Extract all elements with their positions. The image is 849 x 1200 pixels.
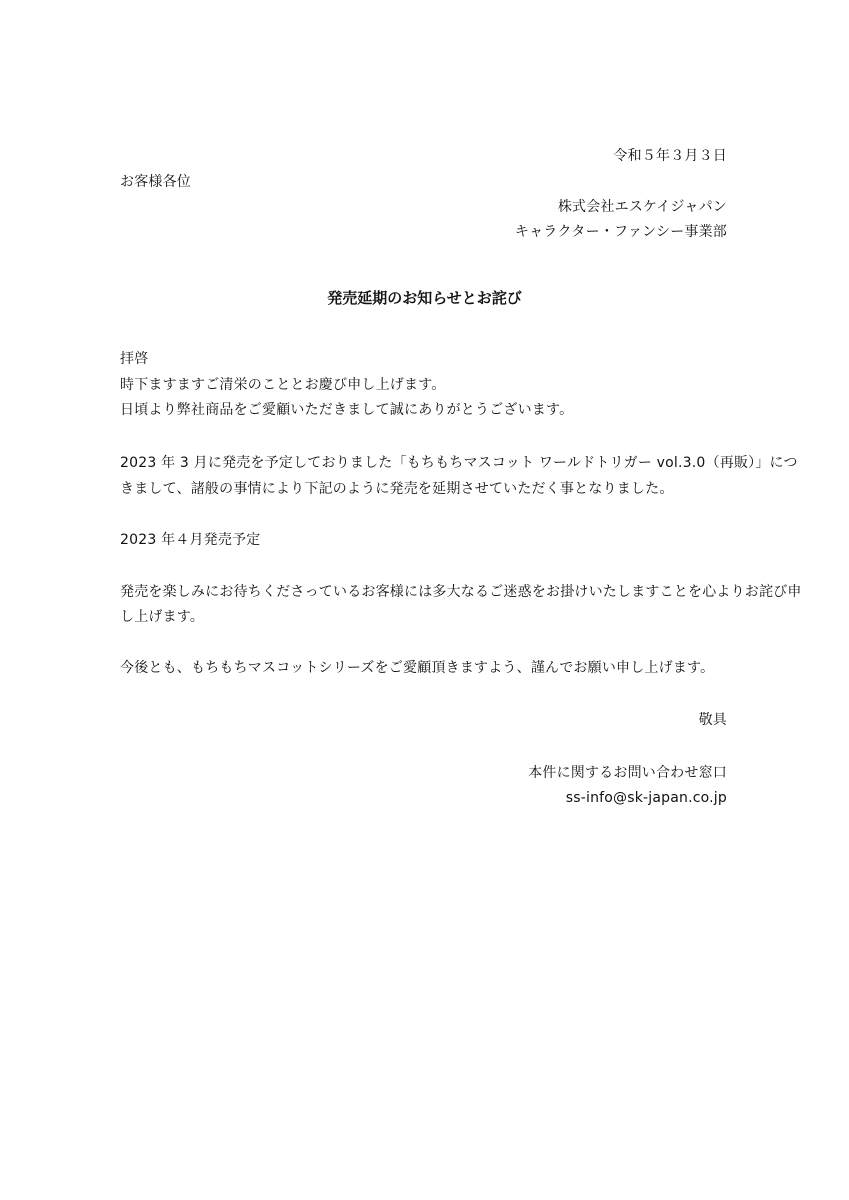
contact-label: 本件に関するお問い合わせ窓口	[528, 765, 727, 781]
closing-word: 敬具	[698, 712, 727, 728]
recipient: お客様各位	[120, 174, 191, 190]
new-release-date: 2023 年４月発売予定	[120, 532, 261, 548]
contact-email[interactable]: ss-info@sk-japan.co.jp	[565, 790, 727, 806]
apology-paragraph-line-2: し上げます。	[120, 609, 205, 625]
greeting: 拝啓	[120, 351, 149, 367]
postponement-paragraph-line-1: 2023 年 3 月に発売を予定しておりました「もちもちマスコット ワールドトリガー vol.3.0（再販）」につ	[120, 455, 798, 471]
postponement-paragraph-line-2: きまして、諸般の事情により下記のように発売を延期させていただく事となりました。	[120, 481, 674, 497]
apology-paragraph-line-1: 発売を楽しみにお待ちくださっているお客様には多大なるご迷惑をお掛けいたしますことを心よりお詫び申	[120, 584, 802, 600]
opening-line-1: 時下ますますご清栄のこととお慶び申し上げます。	[120, 377, 446, 393]
date: 令和５年３月３日	[613, 148, 727, 164]
opening-line-2: 日頃より弊社商品をご愛顧いただきまして誠にありがとうございます。	[120, 402, 574, 418]
department-name: キャラクター・ファンシー事業部	[514, 224, 727, 240]
page-title: 発売延期のお知らせとお詫び	[327, 289, 522, 307]
closing-paragraph: 今後とも、もちもちマスコットシリーズをご愛顧頂きますよう、謹んでお願い申し上げます。	[120, 660, 715, 676]
company-name: 株式会社エスケイジャパン	[557, 199, 727, 215]
